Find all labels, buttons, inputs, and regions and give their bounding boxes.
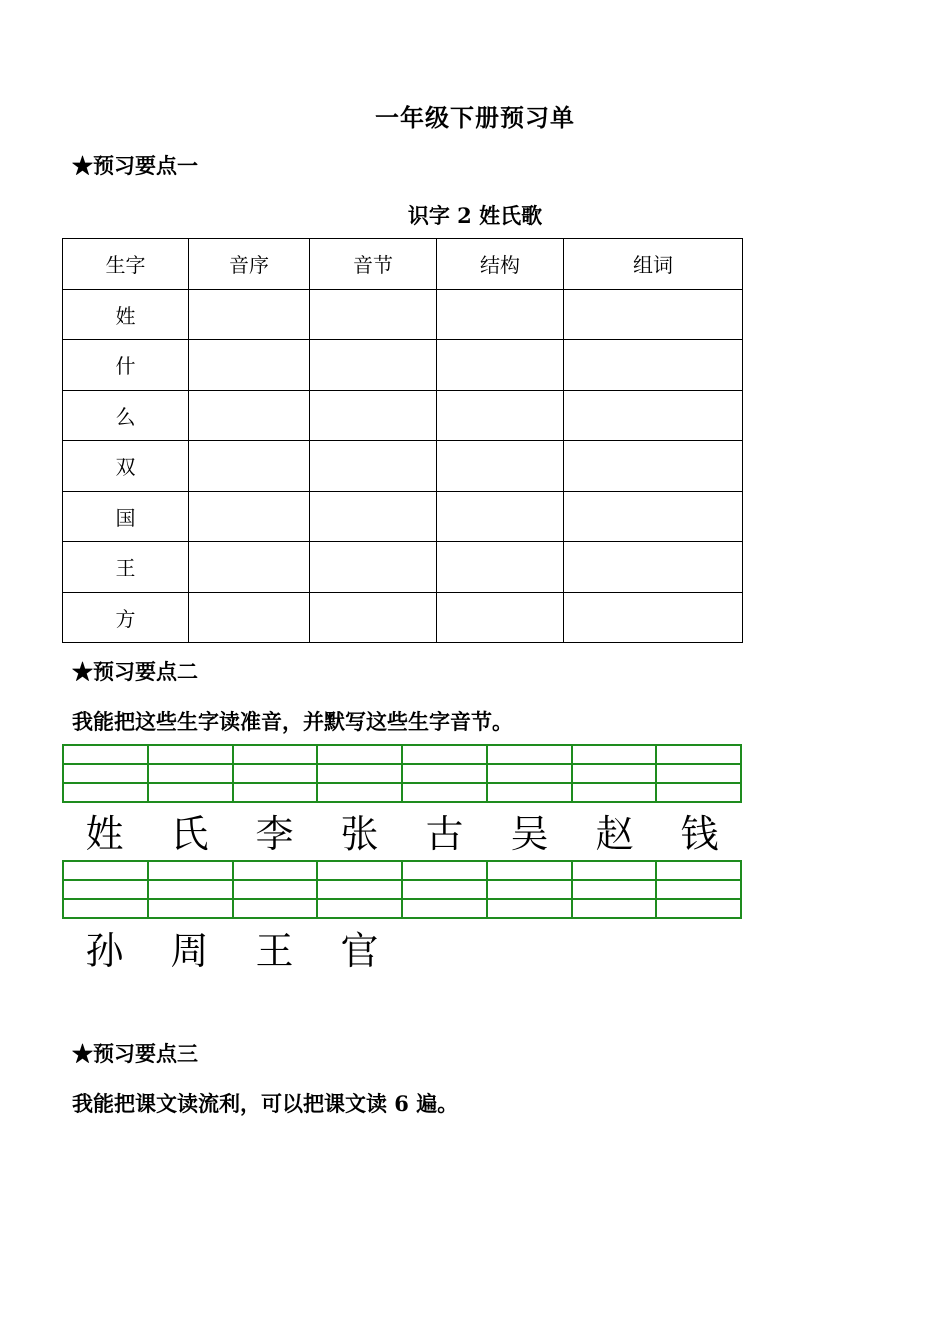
answer-cell[interactable] [310,542,437,593]
answer-cell[interactable] [437,441,564,492]
answer-cell[interactable] [564,340,743,391]
pinyin-cell[interactable] [572,899,657,918]
practice-character: 周 [170,929,209,973]
practice-character: 赵 [595,812,634,856]
answer-cell[interactable] [437,340,564,391]
pinyin-cell[interactable] [233,899,318,918]
answer-cell[interactable] [564,491,743,542]
answer-cell[interactable] [310,441,437,492]
character-cell: 姓 [63,289,189,340]
answer-cell[interactable] [189,491,310,542]
pinyin-cell[interactable] [233,861,318,880]
answer-cell[interactable] [189,289,310,340]
answer-cell[interactable] [437,542,564,593]
pinyin-cell[interactable] [63,745,148,764]
answer-cell[interactable] [189,592,310,643]
table-row [63,542,743,593]
answer-cell[interactable] [310,491,437,542]
practice-character: 官 [340,929,379,973]
answer-cell[interactable] [437,289,564,340]
pinyin-cell[interactable] [572,880,657,899]
practice-character: 钱 [680,812,719,856]
pinyin-cell[interactable] [487,783,572,802]
pinyin-cell[interactable] [148,899,233,918]
pinyin-cell[interactable] [656,783,741,802]
practice-character: 张 [340,812,379,856]
pinyin-cell[interactable] [317,880,402,899]
pinyin-cell[interactable] [402,764,487,783]
column-header-syllable: 音节 [310,239,437,290]
table-row [63,491,743,542]
character-cell: 方 [63,592,189,643]
pinyin-cell[interactable] [148,783,233,802]
pinyin-cell[interactable] [656,899,741,918]
answer-cell[interactable] [564,592,743,643]
pinyin-cell[interactable] [572,745,657,764]
answer-cell[interactable] [310,340,437,391]
answer-cell[interactable] [564,542,743,593]
pinyin-cell[interactable] [402,861,487,880]
practice-character: 王 [255,929,294,973]
answer-cell[interactable] [437,390,564,441]
pinyin-cell[interactable] [233,745,318,764]
pinyin-cell[interactable] [572,861,657,880]
lesson-title: 识字 2 姓氏歌 [407,203,543,228]
answer-cell[interactable] [310,390,437,441]
pinyin-cell[interactable] [148,745,233,764]
answer-cell[interactable] [437,592,564,643]
practice-character: 氏 [170,812,209,856]
practice-character: 孙 [85,929,124,973]
grid-line-row [63,899,741,918]
answer-cell[interactable] [564,289,743,340]
pinyin-cell[interactable] [402,783,487,802]
character-row-2 [62,928,742,974]
pinyin-cell[interactable] [233,880,318,899]
table-row [63,441,743,492]
pinyin-cell[interactable] [402,899,487,918]
answer-cell[interactable] [310,289,437,340]
answer-cell[interactable] [310,592,437,643]
pinyin-cell[interactable] [402,745,487,764]
pinyin-cell[interactable] [572,783,657,802]
character-cell: 双 [63,441,189,492]
pinyin-writing-grid-2 [62,860,742,919]
pinyin-cell[interactable] [317,783,402,802]
character-cell: 么 [63,390,189,441]
practice-character: 古 [425,812,464,856]
grid-line-row [63,880,741,899]
pinyin-cell[interactable] [63,783,148,802]
pinyin-cell[interactable] [317,861,402,880]
section-heading-2: ★预习要点二 [72,659,198,684]
pinyin-cell[interactable] [487,899,572,918]
pinyin-cell[interactable] [63,899,148,918]
answer-cell[interactable] [189,441,310,492]
practice-character: 姓 [85,812,124,856]
pinyin-cell[interactable] [487,764,572,783]
section-heading-1: ★预习要点一 [72,153,198,178]
pinyin-cell[interactable] [148,861,233,880]
column-header-character: 生字 [63,239,189,290]
pinyin-cell[interactable] [656,745,741,764]
pinyin-cell[interactable] [148,880,233,899]
practice-character: 吴 [510,812,549,856]
pinyin-cell[interactable] [487,861,572,880]
pinyin-cell[interactable] [317,745,402,764]
section-2-instruction: 我能把这些生字读准音，并默写这些生字音节。 [72,709,513,734]
character-cell: 王 [63,542,189,593]
pinyin-cell[interactable] [233,764,318,783]
answer-cell[interactable] [189,542,310,593]
table-row [63,289,743,340]
pinyin-cell[interactable] [656,861,741,880]
pinyin-cell[interactable] [63,880,148,899]
column-header-initial: 音序 [189,239,310,290]
pinyin-cell[interactable] [572,764,657,783]
practice-character: 李 [255,812,294,856]
pinyin-writing-grid-1 [62,744,742,803]
character-cell: 什 [63,340,189,391]
grid-line-row [63,764,741,783]
character-cell: 国 [63,491,189,542]
pinyin-cell[interactable] [233,783,318,802]
pinyin-cell[interactable] [63,861,148,880]
answer-cell[interactable] [564,390,743,441]
pinyin-cell[interactable] [487,880,572,899]
pinyin-cell[interactable] [656,880,741,899]
answer-cell[interactable] [564,441,743,492]
grid-line-row [63,861,741,880]
table-row [63,592,743,643]
answer-cell[interactable] [437,491,564,542]
pinyin-cell[interactable] [487,745,572,764]
table-header-row [63,239,743,290]
document-title: 一年级下册预习单 [375,103,575,132]
pinyin-cell[interactable] [656,764,741,783]
pinyin-cell[interactable] [402,880,487,899]
grid-line-row [63,783,741,802]
section-heading-3: ★预习要点三 [72,1041,198,1066]
table-row [63,340,743,391]
character-row-1 [62,811,742,857]
vocabulary-table [62,238,743,643]
answer-cell[interactable] [189,340,310,391]
pinyin-cell[interactable] [63,764,148,783]
pinyin-cell[interactable] [317,764,402,783]
column-header-structure: 结构 [437,239,564,290]
column-header-words: 组词 [564,239,743,290]
answer-cell[interactable] [189,390,310,441]
grid-line-row [63,745,741,764]
section-3-instruction: 我能把课文读流利，可以把课文读 6 遍。 [72,1091,459,1116]
pinyin-cell[interactable] [317,899,402,918]
table-row [63,390,743,441]
pinyin-cell[interactable] [148,764,233,783]
